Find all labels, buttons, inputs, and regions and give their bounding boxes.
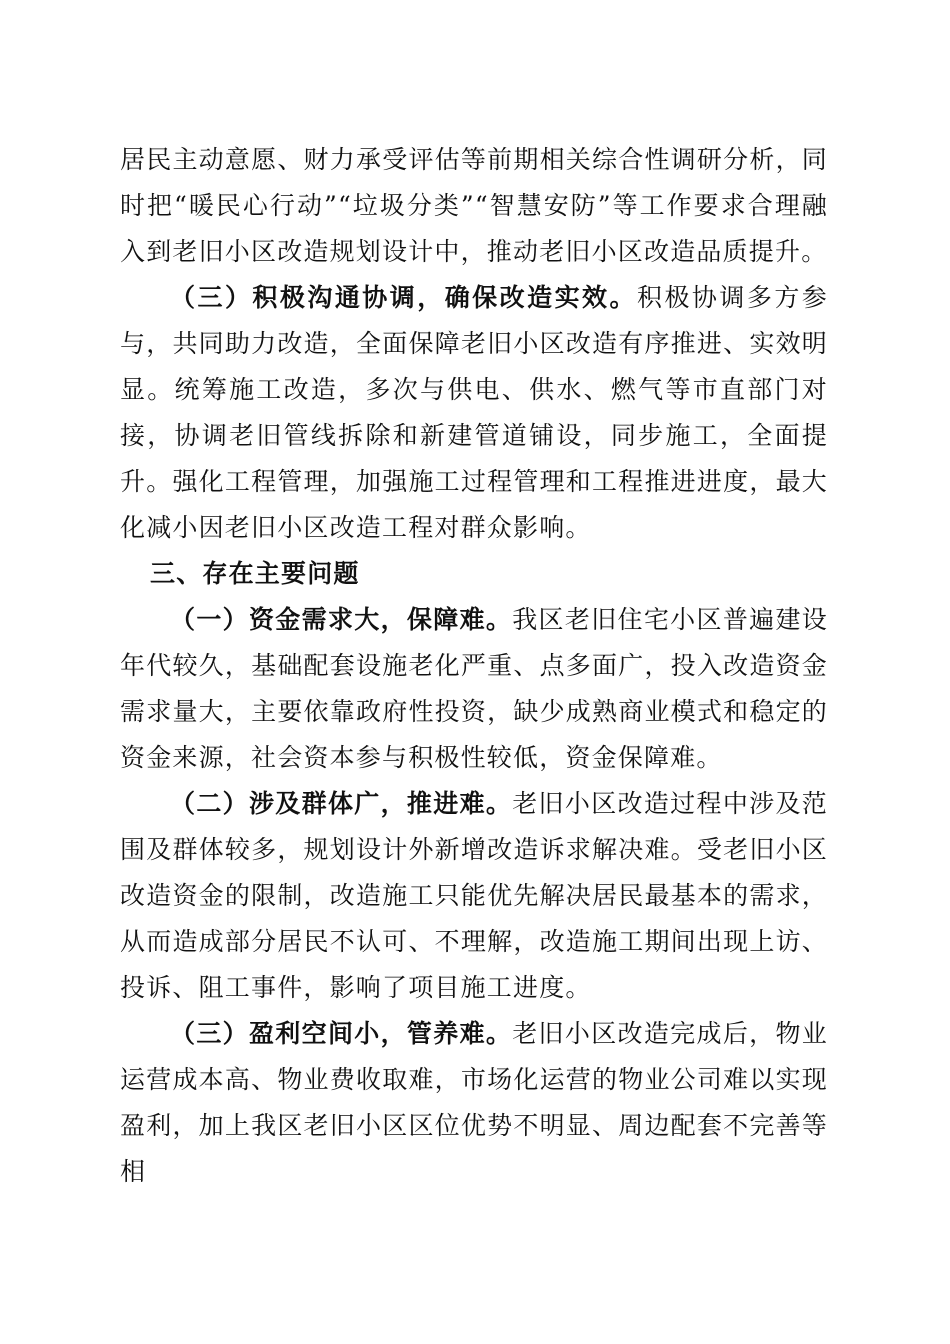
document-body [120,137,828,1195]
paragraph-lead: （二）涉及群体广，推进难。 [170,789,513,818]
paragraph-profit [120,1011,828,1195]
paragraph-body: 老旧小区改造过程中涉及范围及群体较多，规划设计外新增改造诉求解决难。受老旧小区改造资金的限制，改造施工只能优先解决居民最基本的需求，从而造成部分居民不认可、不理解，改造施工期间出现上访、投诉、阻工事件，影响了项目施工进度。 [120,789,828,1002]
section-heading-main-problems: 三、存在主要问题 [150,559,360,588]
paragraph-body: 我区老旧住宅小区普遍建设年代较久，基础配套设施老化严重、点多面广，投入改造资金需求量大，主要依靠政府性投资，缺少成熟商业模式和稳定的资金来源，社会资本参与积极性较低，资金保障难。 [120,605,828,772]
paragraph-continuation: 居民主动意愿、财力承受评估等前期相关综合性调研分析，同时把“暖民心行动”“垃圾分类”“智慧安防”等工作要求合理融入到老旧小区改造规划设计中，推动老旧小区改造品质提升。 [120,145,828,266]
paragraph-funding [120,597,828,781]
paragraph-groups [120,781,828,1011]
paragraph-lead: （三）盈利空间小，管养难。 [170,1019,513,1048]
paragraph-body: 老旧小区改造完成后，物业运营成本高、物业费收取难，市场化运营的物业公司难以实现盈利，加上我区老旧小区区位优势不明显、周边配套不完善等相 [120,1019,828,1186]
paragraph-communication [120,275,828,551]
paragraph-lead: （一）资金需求大，保障难。 [170,605,513,634]
paragraph-lead: （三）积极沟通协调，确保改造实效。 [170,283,637,312]
paragraph-body: 积极协调多方参与，共同助力改造，全面保障老旧小区改造有序推进、实效明显。统筹施工改造，多次与供电、供水、燃气等市直部门对接，协调老旧管线拆除和新建管道铺设，同步施工，全面提升。强化工程管理，加强施工过程管理和工程推进进度，最大化减小因老旧小区改造工程对群众影响。 [120,283,828,542]
